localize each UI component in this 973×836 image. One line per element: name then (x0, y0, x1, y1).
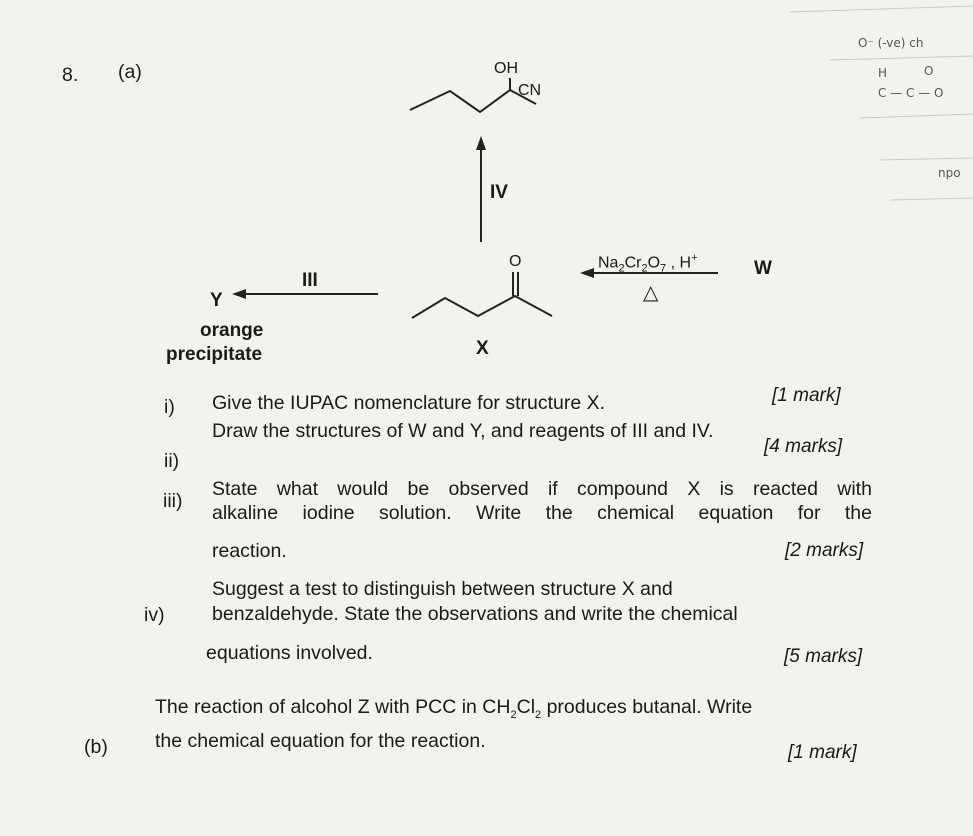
w-label: W (754, 258, 772, 279)
step-iv-label: IV (490, 182, 508, 203)
oh-label: OH (494, 60, 518, 77)
item-iii-line-3: reaction. (212, 540, 287, 562)
part-b-label: (b) (84, 736, 108, 758)
handwritten-note-charge: O⁻ (-ve) ch (858, 36, 924, 50)
part-b-marks: [1 mark] (788, 742, 857, 763)
x-molecule-skeleton (412, 296, 552, 318)
handwritten-h: H (878, 66, 888, 80)
arrow-iv-head (476, 136, 486, 150)
item-iii-marks: [2 marks] (785, 540, 864, 561)
reagent-label: $Na_2Cr_2O_7$ , H+ (598, 252, 698, 275)
item-i-marks: [1 mark] (772, 385, 841, 406)
step-iii-label: III (302, 270, 318, 291)
item-ii-text: Draw the structures of W and Y, and reagents of III and IV. (212, 420, 714, 442)
item-i-roman: i) (164, 396, 175, 418)
item-iv-marks: [5 marks] (784, 646, 863, 667)
orange-label: orange (200, 320, 264, 341)
cn-label: CN (518, 82, 542, 99)
arrow-iii-head (232, 289, 246, 299)
item-iv-roman: iv) (144, 604, 165, 626)
part-b-line-2: the chemical equation for the reaction. (155, 730, 486, 752)
question-number: 8. (62, 64, 79, 86)
heat-symbol: △ (643, 282, 659, 304)
carbonyl-o-label: O (509, 253, 522, 270)
part-b-line-1: The reaction of alcohol Z with PCC in $CH_2Cl_2$ produces butanal. Write (155, 696, 753, 721)
arrow-w-head (580, 268, 594, 278)
y-label: Y (210, 290, 223, 311)
item-iv-line-3: equations involved. (206, 642, 373, 664)
item-iii-line-1: State what would be observed if compound X is reacted with (212, 478, 872, 500)
item-ii-roman: ii) (164, 450, 180, 472)
item-iii-roman: iii) (163, 490, 183, 512)
part-a-label: (a) (118, 61, 142, 83)
item-iv-line-1: Suggest a test to distinguish between structure X and (212, 578, 673, 600)
item-iv-line-2: benzaldehyde. State the observations and write the chemical (212, 603, 738, 625)
item-i-text: Give the IUPAC nomenclature for structure X. (212, 392, 606, 414)
handwritten-bond-equation: C — C — O (878, 86, 944, 100)
precipitate-label: precipitate (166, 344, 263, 365)
handwritten-o: O (924, 64, 934, 78)
item-ii-marks: [4 marks] (764, 436, 843, 457)
x-label: X (476, 338, 489, 359)
top-molecule-skeleton (410, 90, 510, 112)
handwritten-note-npo: npo (938, 166, 961, 180)
item-iii-line-2: alkaline iodine solution. Write the chemical equation for the (212, 502, 872, 524)
